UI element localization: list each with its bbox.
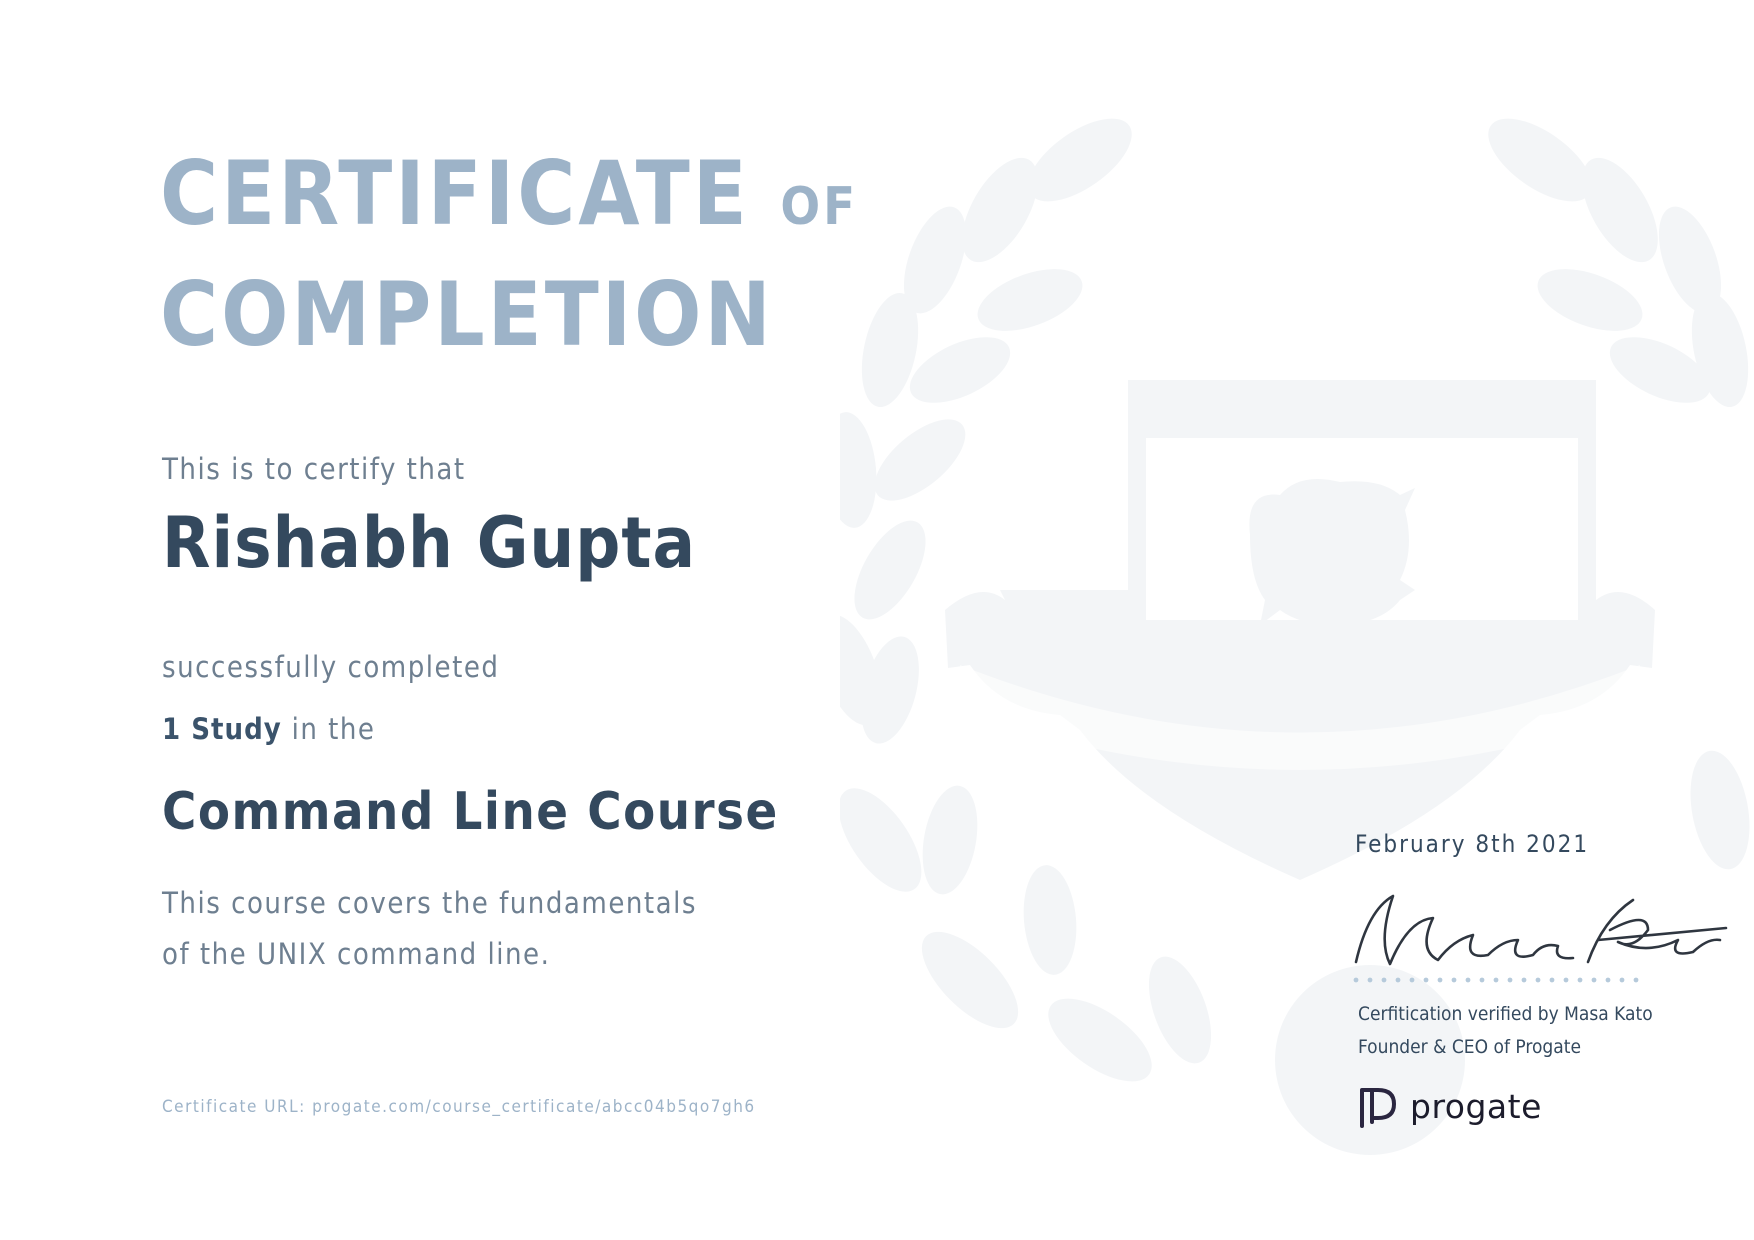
title-word-completion: COMPLETION — [160, 263, 774, 366]
founder-title-line: Founder & CEO of Progate — [1358, 1036, 1581, 1058]
signature-image — [1348, 880, 1728, 990]
progate-logo-text: progate — [1410, 1086, 1542, 1126]
certify-text: This is to certify that — [162, 452, 466, 486]
course-description: This course covers the fundamentals of the UNIX command line. — [162, 886, 697, 971]
certificate-url-label: Certificate URL: — [162, 1097, 306, 1117]
progate-logo — [1358, 1082, 1542, 1130]
course-name: Command Line Course — [162, 782, 779, 842]
certificate-title — [160, 140, 858, 369]
completed-text: successfully completed — [162, 650, 500, 684]
certificate-url[interactable] — [162, 1097, 756, 1117]
study-count: 1 Study — [162, 712, 282, 746]
verified-by-line: Cerfitication verified by Masa Kato — [1358, 1003, 1653, 1025]
study-count-line — [162, 712, 375, 746]
issue-date: February 8th 2021 — [1355, 830, 1590, 858]
progate-logo-icon — [1358, 1082, 1398, 1130]
study-suffix: in the — [291, 712, 376, 746]
verification-text — [1358, 998, 1653, 1064]
recipient-name: Rishabh Gupta — [162, 502, 696, 584]
title-word-of: OF — [780, 177, 859, 237]
certificate-url-value[interactable]: progate.com/course_certificate/abcc04b5qo7gh6 — [312, 1097, 756, 1117]
title-word-certificate: CERTIFICATE — [160, 142, 750, 245]
